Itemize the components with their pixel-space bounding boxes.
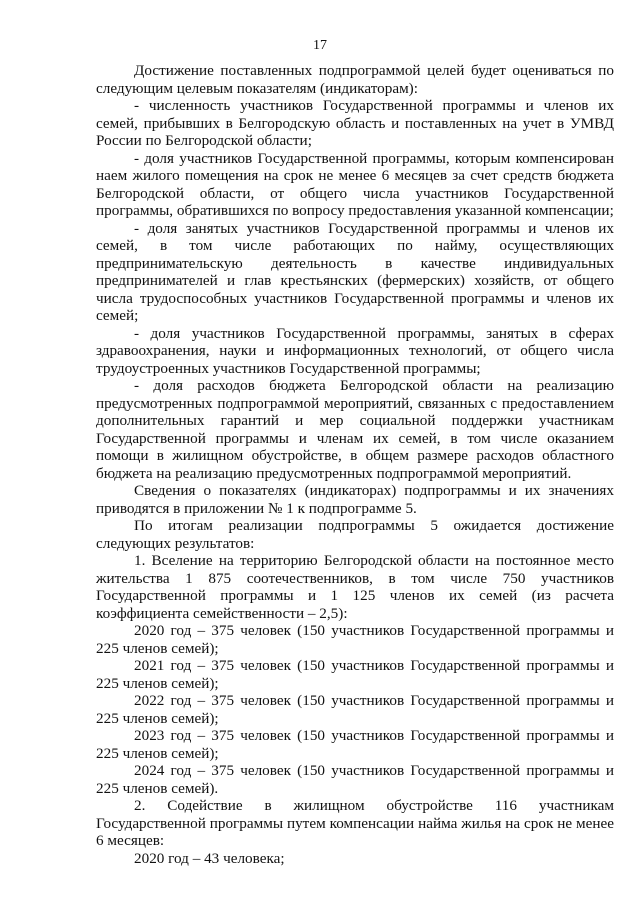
indicator-item: - доля занятых участников Государственной программы и членов их семей, в том числе работающих по найму, осуществляющих предпринимательскую деятельность в качестве индивидуальных предпринимателей и глав крестьянских (фермерских) хозяйств, от общего числа трудоспособных участников Государственной программы и членов их семей; bbox=[96, 219, 614, 324]
indicator-item: - доля расходов бюджета Белгородской области на реализацию предусмотренных подпрограммой мероприятий, связанных с предоставлением дополнительных гарантий и мер социальной поддержки участникам Государственной программы и членам их семей, в том числе оказанием помощи в жилищном обустройстве, в общем размере расходов областного бюджета на реализацию предусмотренных подпрограммой мероприятий. bbox=[96, 377, 614, 482]
year-result-item: 2021 год – 375 человек (150 участников Государственной программы и 225 членов семей); bbox=[96, 657, 614, 692]
paragraph-intro: Достижение поставленных подпрограммой целей будет оцениваться по следующим целевым показателям (индикаторам): bbox=[96, 62, 614, 97]
year-result-item: 2023 год – 375 человек (150 участников Государственной программы и 225 членов семей); bbox=[96, 727, 614, 762]
document-body bbox=[96, 62, 614, 867]
indicator-item: - доля участников Государственной программы, занятых в сферах здравоохранения, науки и информационных технологий, от общего числа трудоустроенных участников Государственной программы; bbox=[96, 324, 614, 377]
year-result-item: 2020 год – 375 человек (150 участников Государственной программы и 225 членов семей); bbox=[96, 622, 614, 657]
paragraph-expected-results: По итогам реализации подпрограммы 5 ожидается достижение следующих результатов: bbox=[96, 517, 614, 552]
indicator-item: - численность участников Государственной программы и членов их семей, прибывших в Белгородскую область и поставленных на учет в УМВД России по Белгородской области; bbox=[96, 97, 614, 149]
year-result-item: 2020 год – 43 человека; bbox=[134, 849, 285, 867]
page-number: 17 bbox=[313, 38, 327, 53]
paragraph-appendix-reference: Сведения о показателях (индикаторах) подпрограммы и их значениях приводятся в приложении № 1 к подпрограмме 5. bbox=[96, 482, 614, 517]
indicator-item: - доля участников Государственной программы, которым компенсирован наем жилого помещения на срок не менее 6 месяцев за счет средств бюджета Белгородской области, от общего числа участников Государственной программы, обратившихся по вопросу предоставления указанной компенсации; bbox=[96, 149, 614, 219]
result-item: 1. Вселение на территорию Белгородской области на постоянное место жительства 1 875 соотечественников, в том числе 750 участников Государственной программы и 1 125 членов их семей (из расчета коэффициента семейственности – 2,5): bbox=[96, 552, 614, 622]
year-result-item: 2024 год – 375 человек (150 участников Государственной программы и 225 членов семей). bbox=[96, 762, 614, 797]
year-result-item: 2022 год – 375 человек (150 участников Государственной программы и 225 членов семей); bbox=[96, 692, 614, 727]
result-item: 2. Содействие в жилищном обустройстве 116 участникам Государственной программы путем компенсации найма жилья на срок не менее 6 месяцев: bbox=[96, 797, 614, 849]
